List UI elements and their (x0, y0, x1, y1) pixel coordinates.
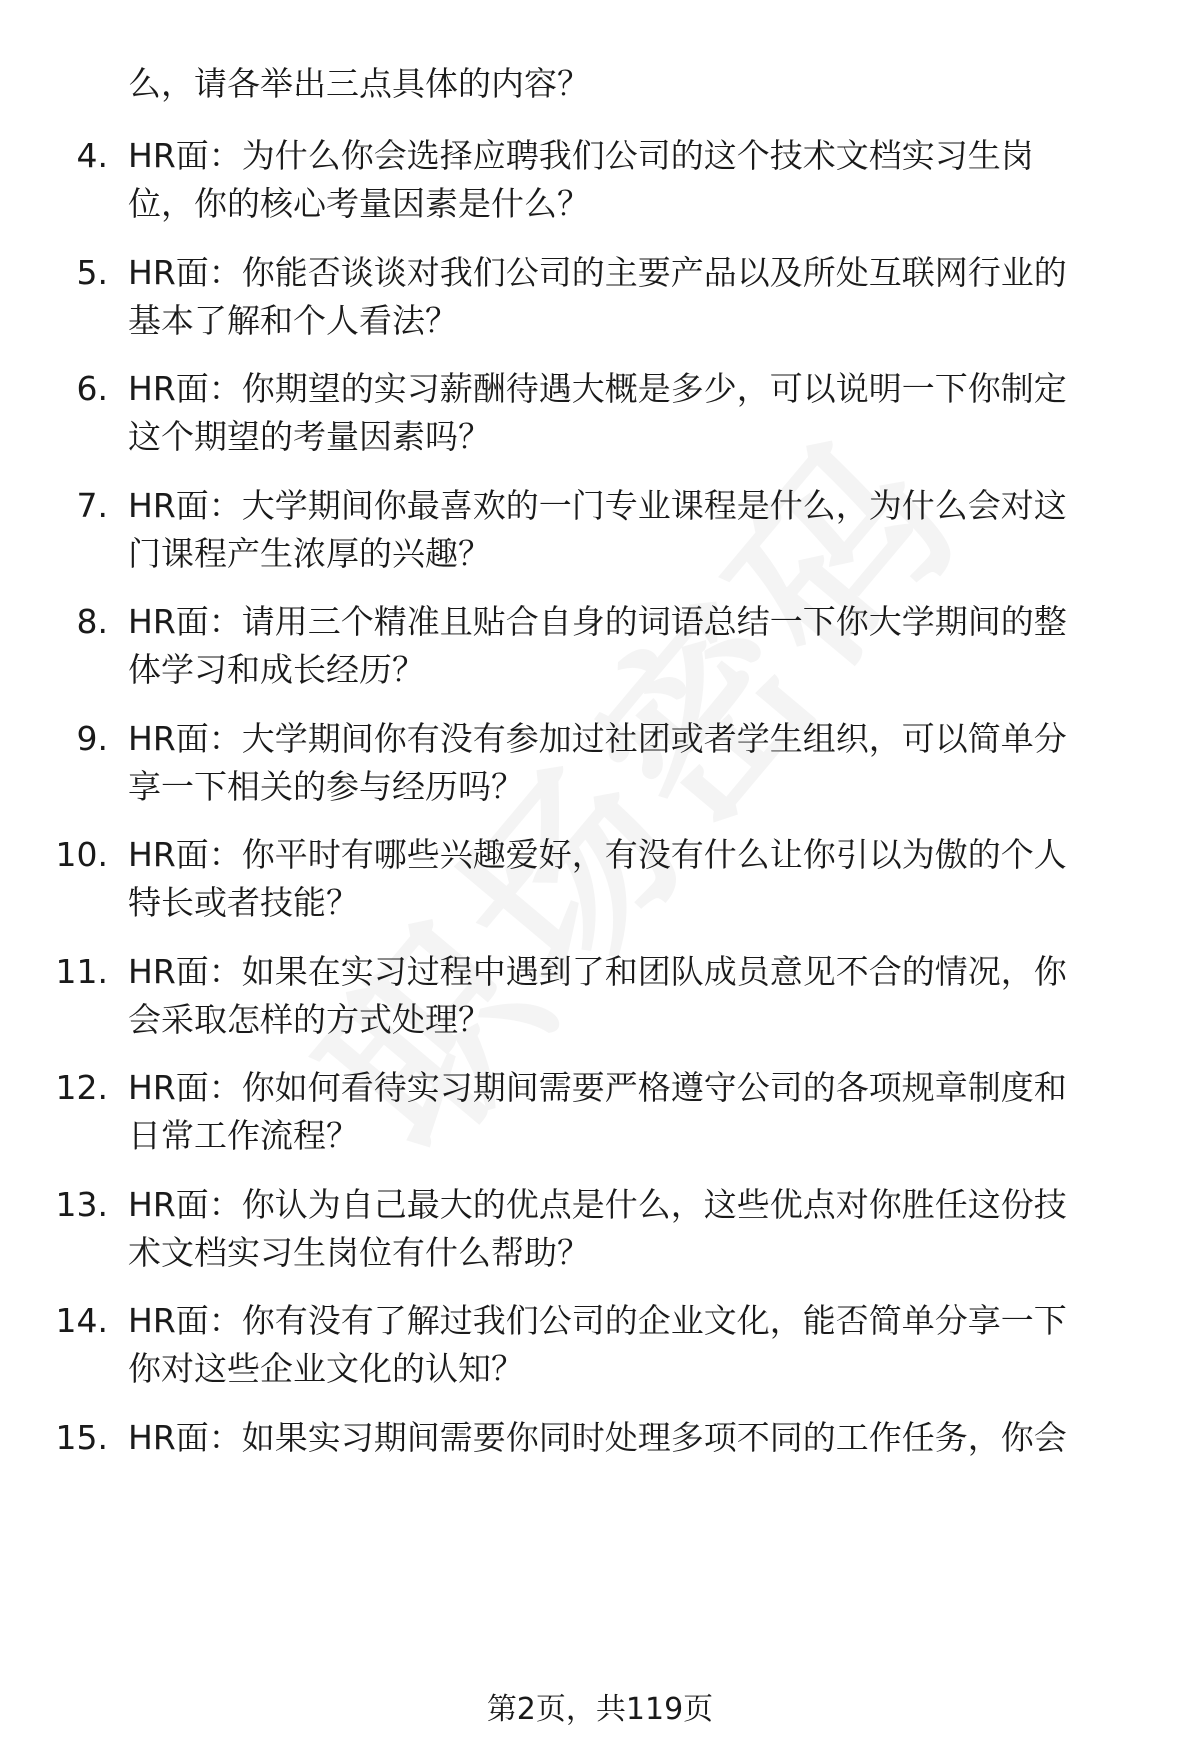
item-number: 12. (55, 1068, 108, 1107)
item-number: 13. (55, 1185, 108, 1224)
item-text (128, 598, 1158, 694)
item-text-line: HR面：你期望的实习薪酬待遇大概是多少，可以说明一下你制定 (128, 369, 1067, 408)
item-text-line: 门课程产生浓厚的兴趣？ (128, 534, 491, 573)
continuation-line: 么，请各举出三点具体的内容？ (128, 64, 590, 103)
item-text (128, 132, 1158, 228)
item-text (128, 831, 1158, 927)
item-text (128, 715, 1158, 811)
item-text-line: 基本了解和个人看法？ (128, 301, 458, 340)
item-text-line: HR面：请用三个精准且贴合自身的词语总结一下你大学期间的整 (128, 602, 1067, 641)
item-text (128, 482, 1158, 578)
page-footer: 第2页，共119页 (486, 1692, 714, 1727)
item-number: 6. (76, 369, 108, 408)
item-text-line: 会采取怎样的方式处理？ (128, 1000, 491, 1039)
item-text-line: HR面：如果在实习过程中遇到了和团队成员意见不合的情况，你 (128, 952, 1067, 991)
item-text-line: 你对这些企业文化的认知？ (128, 1349, 524, 1388)
item-number: 9. (76, 719, 108, 758)
item-text-line: HR面：你认为自己最大的优点是什么，这些优点对你胜任这份技 (128, 1185, 1067, 1224)
item-text-line: HR面：你能否谈谈对我们公司的主要产品以及所处互联网行业的 (128, 253, 1067, 292)
item-text-line: HR面：你平时有哪些兴趣爱好，有没有什么让你引以为傲的个人 (128, 835, 1067, 874)
item-text-line: HR面：如果实习期间需要你同时处理多项不同的工作任务，你会 (128, 1418, 1067, 1457)
item-number: 10. (55, 835, 108, 874)
item-number: 11. (55, 952, 108, 991)
item-text (128, 1297, 1158, 1393)
item-text-line: HR面：大学期间你最喜欢的一门专业课程是什么，为什么会对这 (128, 486, 1067, 525)
item-text-line: 这个期望的考量因素吗？ (128, 417, 491, 456)
item-text-line: HR面：为什么你会选择应聘我们公司的这个技术文档实习生岗 (128, 136, 1034, 175)
item-text-line: HR面：大学期间你有没有参加过社团或者学生组织，可以简单分 (128, 719, 1067, 758)
item-text-line: HR面：你有没有了解过我们公司的企业文化，能否简单分享一下 (128, 1301, 1067, 1340)
item-number: 15. (55, 1418, 108, 1457)
item-text (128, 249, 1158, 345)
item-number: 7. (76, 486, 108, 525)
item-text-line: 享一下相关的参与经历吗？ (128, 767, 524, 806)
item-number: 4. (76, 136, 108, 175)
item-text-line: 体学习和成长经历？ (128, 650, 425, 689)
item-text (128, 1414, 1158, 1462)
item-text-line: HR面：你如何看待实习期间需要严格遵守公司的各项规章制度和 (128, 1068, 1067, 1107)
item-text (128, 1064, 1158, 1160)
item-number: 5. (76, 253, 108, 292)
item-text (128, 1181, 1158, 1277)
item-text-line: 特长或者技能？ (128, 883, 359, 922)
item-text (128, 948, 1158, 1044)
item-text-line: 日常工作流程？ (128, 1116, 359, 1155)
item-number: 8. (76, 602, 108, 641)
item-text-line: 术文档实习生岗位有什么帮助？ (128, 1233, 590, 1272)
item-text-line: 位，你的核心考量因素是什么？ (128, 184, 590, 223)
item-text (128, 365, 1158, 461)
item-number: 14. (55, 1301, 108, 1340)
